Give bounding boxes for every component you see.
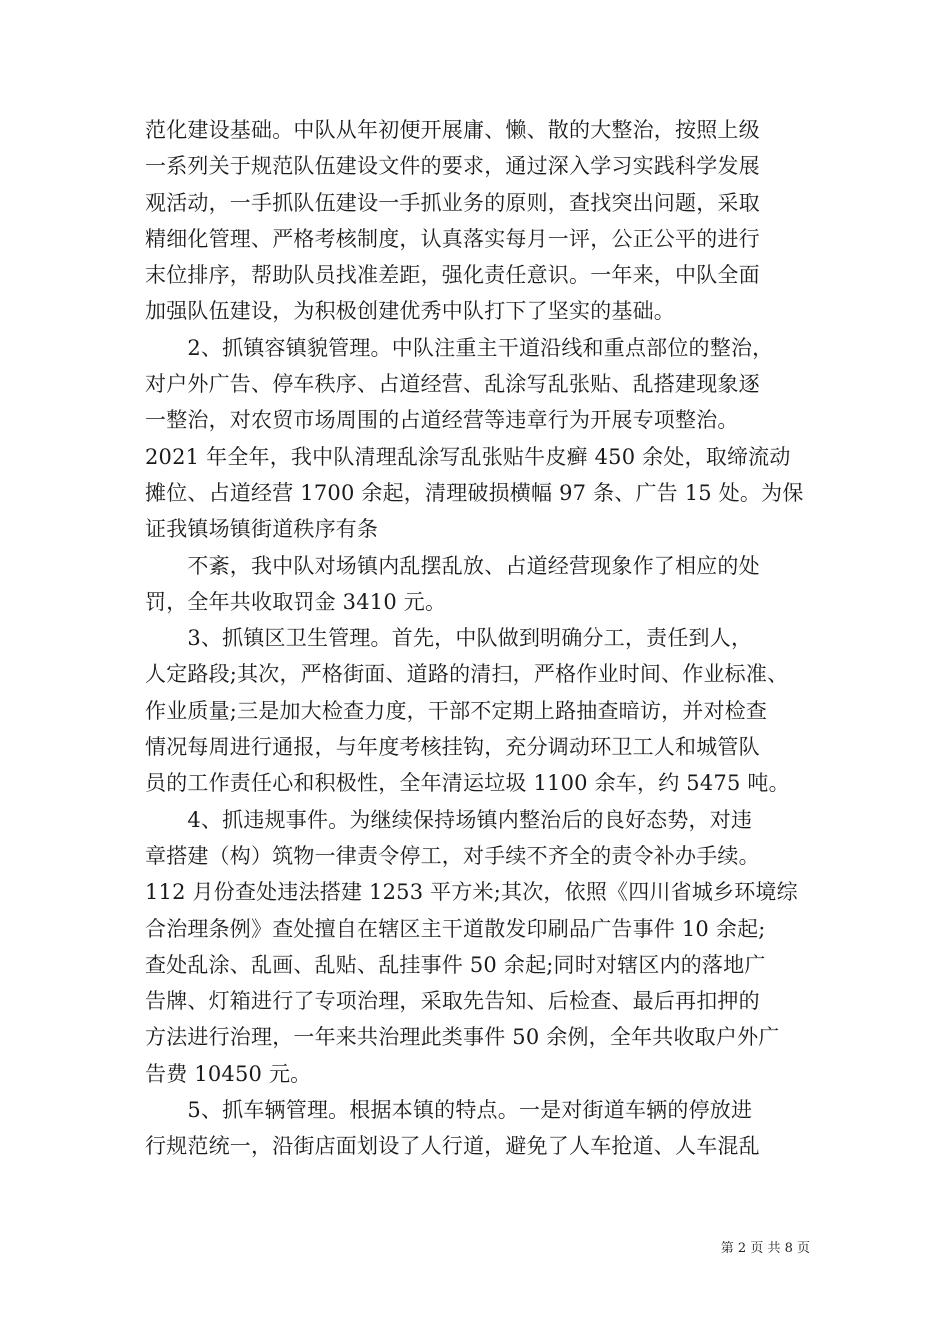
text-line: 合治理条例》查处擅自在辖区主干道散发印刷品广告事件 10 余起;: [145, 916, 766, 941]
text-line: 5、抓车辆管理。根据本镇的特点。一是对街道车辆的停放进: [145, 1098, 753, 1123]
text-line: 3、抓镇区卫生管理。首先，中队做到明确分工，责任到人，: [145, 626, 753, 651]
text-line: 罚，全年共收取罚金 3410 元。: [145, 589, 447, 614]
text-line: 加强队伍建设，为积极创建优秀中队打下了坚实的基础。: [145, 299, 675, 324]
text-line: 范化建设基础。中队从年初便开展庸、懒、散的大整治，按照上级: [145, 118, 760, 142]
text-line: 方法进行治理，一年来共治理此类事件 50 余例，全年共收取户外广: [145, 1025, 780, 1050]
text-line: 行规范统一，沿街店面划设了人行道，避免了人车抢道、人车混乱: [145, 1134, 760, 1159]
text-line: 对户外广告、停车秩序、占道经营、乱涂写乱张贴、乱搭建现象逐: [145, 372, 760, 397]
text-line: 人定路段;其次，严格街面、道路的清扫，严格作业时间、作业标准、: [145, 662, 789, 687]
text-line: 不紊，我中队对场镇内乱摆乱放、占道经营现象作了相应的处: [145, 553, 760, 578]
text-line: 2021 年全年，我中队清理乱涂写乱张贴牛皮癣 450 余处，取缔流动: [145, 444, 791, 469]
text-line: 告费 10450 元。: [145, 1061, 312, 1086]
document-body: [145, 112, 815, 1165]
text-line: 末位排序，帮助队员找准差距，强化责任意识。一年来，中队全面: [145, 263, 760, 288]
text-line: 精细化管理、严格考核制度，认真落实每月一评，公正公平的进行: [145, 226, 760, 251]
text-line: 章搭建（构）筑物一律责令停工，对手续不齐全的责令补办手续。: [145, 843, 760, 868]
text-line: 情况每周进行通报，与年度考核挂钩，充分调动环卫工人和城管队: [145, 735, 760, 760]
text-line: 证我镇场镇街道秩序有条: [145, 517, 379, 542]
page-number: 第 2 页 共 8 页: [720, 1241, 810, 1256]
text-line: 查处乱涂、乱画、乱贴、乱挂事件 50 余起;同时对辖区内的落地广: [145, 952, 766, 977]
text-line: 一整治，对农贸市场周围的占道经营等违章行为开展专项整治。: [145, 408, 739, 433]
text-line: 告牌、灯箱进行了专项治理，采取先告知、后检查、最后再扣押的: [145, 989, 760, 1014]
text-line: 员的工作责任心和积极性，全年清运垃圾 1100 余车，约 5475 吨。: [145, 771, 790, 796]
text-line: 112 月份查处违法搭建 1253 平方米;其次，依照《四川省城乡环境综: [145, 880, 798, 905]
text-line: 作业质量;三是加大检查力度，干部不定期上路抽查暗访，并对检查: [145, 698, 768, 723]
text-line: 4、抓违规事件。为继续保持场镇内整治后的良好态势，对违: [145, 807, 753, 832]
text-line: 一系列关于规范队伍建设文件的要求，通过深入学习实践科学发展: [145, 154, 760, 179]
text-line: 观活动，一手抓队伍建设一手抓业务的原则，查找突出问题，采取: [145, 190, 760, 215]
text-line: 2、抓镇容镇貌管理。中队注重主干道沿线和重点部位的整治，: [145, 335, 774, 360]
text-line: 摊位、占道经营 1700 余起，清理破损横幅 97 条、广告 15 处。为保: [145, 480, 804, 505]
